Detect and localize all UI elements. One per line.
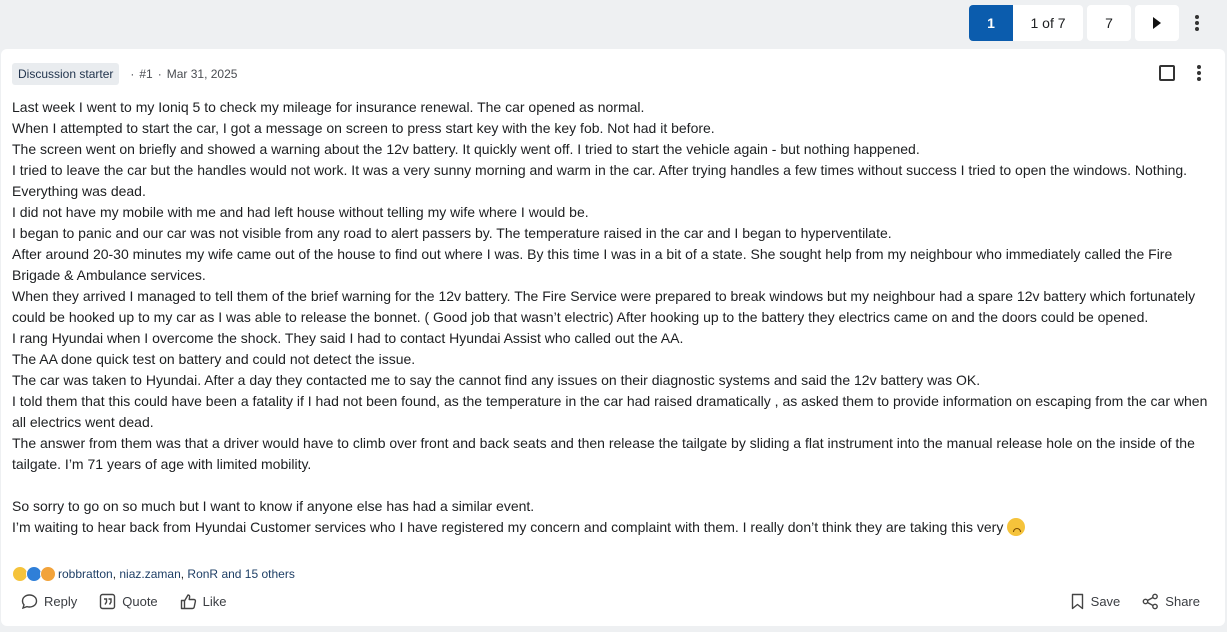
speech-bubble-icon	[21, 593, 38, 610]
post-top-actions	[1159, 65, 1203, 81]
reaction-separator: ,	[180, 567, 188, 581]
like-button[interactable]	[180, 593, 227, 610]
bookmark-icon	[1070, 593, 1085, 610]
post-paragraph	[12, 517, 1212, 538]
meta-separator: ·	[130, 67, 135, 81]
post-paragraph: When I attempted to start the car, I got a message on screen to press start key with the key fob. Not had it before.	[12, 120, 715, 136]
page-current-button[interactable]: 1	[969, 5, 1013, 41]
post-paragraph: The answer from them was that a driver would have to climb over front and back seats and then release the tailgate by sliding a flat instrument into the manual release hole on the inside of the tailgate. I’m 71 years of age with limited mobility.	[12, 435, 1195, 472]
quote-label: Quote	[122, 594, 158, 609]
page-next-button[interactable]	[1135, 5, 1179, 41]
triangle-right-icon	[1152, 17, 1162, 29]
save-button[interactable]	[1070, 593, 1121, 610]
pagination-more-button[interactable]	[1183, 5, 1211, 41]
post-date: Mar 31, 2025	[166, 67, 238, 81]
thumbs-up-outline-icon	[180, 593, 197, 610]
post-paragraph: Last week I went to my Ioniq 5 to check my mileage for insurance renewal. The car opened as normal.	[12, 99, 645, 115]
reaction-others-link[interactable]: and 15 others	[221, 567, 295, 581]
post-paragraph: I rang Hyundai when I overcome the shock. They said I had to contact Hyundai Assist who called out the AA.	[12, 330, 684, 346]
post-footer-left	[21, 593, 227, 610]
post-paragraph: I did not have my mobile with me and had left house without telling my wife where I would be.	[12, 204, 589, 220]
reply-button[interactable]	[21, 593, 77, 610]
post-more-button[interactable]	[1195, 65, 1203, 81]
frowning-face-icon	[1007, 518, 1025, 536]
share-button[interactable]	[1142, 593, 1200, 610]
post-paragraph: So sorry to go on so much but I want to know if anyone else has had a similar event.	[12, 498, 535, 514]
post-paragraph: When they arrived I managed to tell them of the brief warning for the 12v battery. The Fire Service were prepared to break windows but my neighbour had a spare 12v battery which fortunately could be hooked up to my car as I was able to release the bonnet. ( Good job that wasn’t electric) After hooking up to the battery they electrics came on and the doors could be opened.	[12, 288, 1196, 325]
reaction-separator: ,	[112, 567, 120, 581]
reaction-user-link[interactable]: RonR	[187, 567, 219, 581]
meta-separator: ·	[157, 67, 162, 81]
post-card	[1, 49, 1225, 626]
quote-button[interactable]	[99, 593, 157, 610]
reaction-icons	[12, 566, 54, 582]
post-blank-line	[12, 475, 1212, 496]
pagination	[969, 5, 1211, 41]
post-paragraph: The car was taken to Hyundai. After a day they contacted me to say the cannot find any issues on their diagnostic systems and said the 12v battery was OK.	[12, 372, 981, 388]
select-post-checkbox[interactable]	[1159, 65, 1175, 81]
save-label: Save	[1090, 594, 1121, 609]
post-paragraph: I tried to leave the car but the handles would not work. It was a very sunny morning and warm in the car. After trying handles a few times without success I tried to open the windows. Nothing. Everything was dead.	[12, 162, 1188, 199]
like-label: Like	[202, 594, 227, 609]
page-jump-dropdown[interactable]: 1 of 7	[1013, 5, 1083, 41]
laughing-face-icon	[40, 566, 56, 582]
post-number-link[interactable]: #1	[139, 67, 153, 81]
share-icon	[1142, 593, 1159, 610]
kebab-vertical-icon	[1193, 15, 1201, 31]
reaction-user-link[interactable]: robbratton	[58, 567, 113, 581]
reaction-user-link[interactable]: niaz.zaman	[119, 567, 181, 581]
quote-icon	[99, 593, 116, 610]
post-paragraph: The screen went on briefly and showed a warning about the 12v battery. It quickly went off. I tried to start the vehicle again - but nothing happened.	[12, 141, 920, 157]
post-paragraph: I told them that this could have been a fatality if I had not been found, as the temperature in the car had raised dramatically , as asked them to provide information on escaping from the car when all electrics went dead.	[12, 393, 1208, 430]
post-paragraph: I began to panic and our car was not visible from any road to alert passers by. The temperature raised in the car and I began to hyperventilate.	[12, 225, 892, 241]
share-label: Share	[1165, 594, 1200, 609]
post-paragraph: After around 20-30 minutes my wife came out of the house to find out where I was. By this time I was in a bit of a state. She sought help from my neighbour who immediately called the Fire Brigade & Ambulance services.	[12, 246, 1173, 283]
reactions-summary[interactable]	[12, 566, 295, 582]
reply-label: Reply	[44, 594, 78, 609]
page-last-button[interactable]: 7	[1087, 5, 1131, 41]
post-meta	[12, 63, 237, 85]
discussion-starter-badge: Discussion starter	[12, 63, 119, 85]
post-paragraph-text: I’m waiting to hear back from Hyundai Customer services who I have registered my concern and complaint with them. I really don’t think they are taking this very	[12, 519, 1004, 535]
post-body	[12, 97, 1212, 538]
post-footer-right	[1070, 593, 1200, 610]
post-footer	[21, 593, 1200, 610]
post-paragraph: The AA done quick test on battery and could not detect the issue.	[12, 351, 416, 367]
